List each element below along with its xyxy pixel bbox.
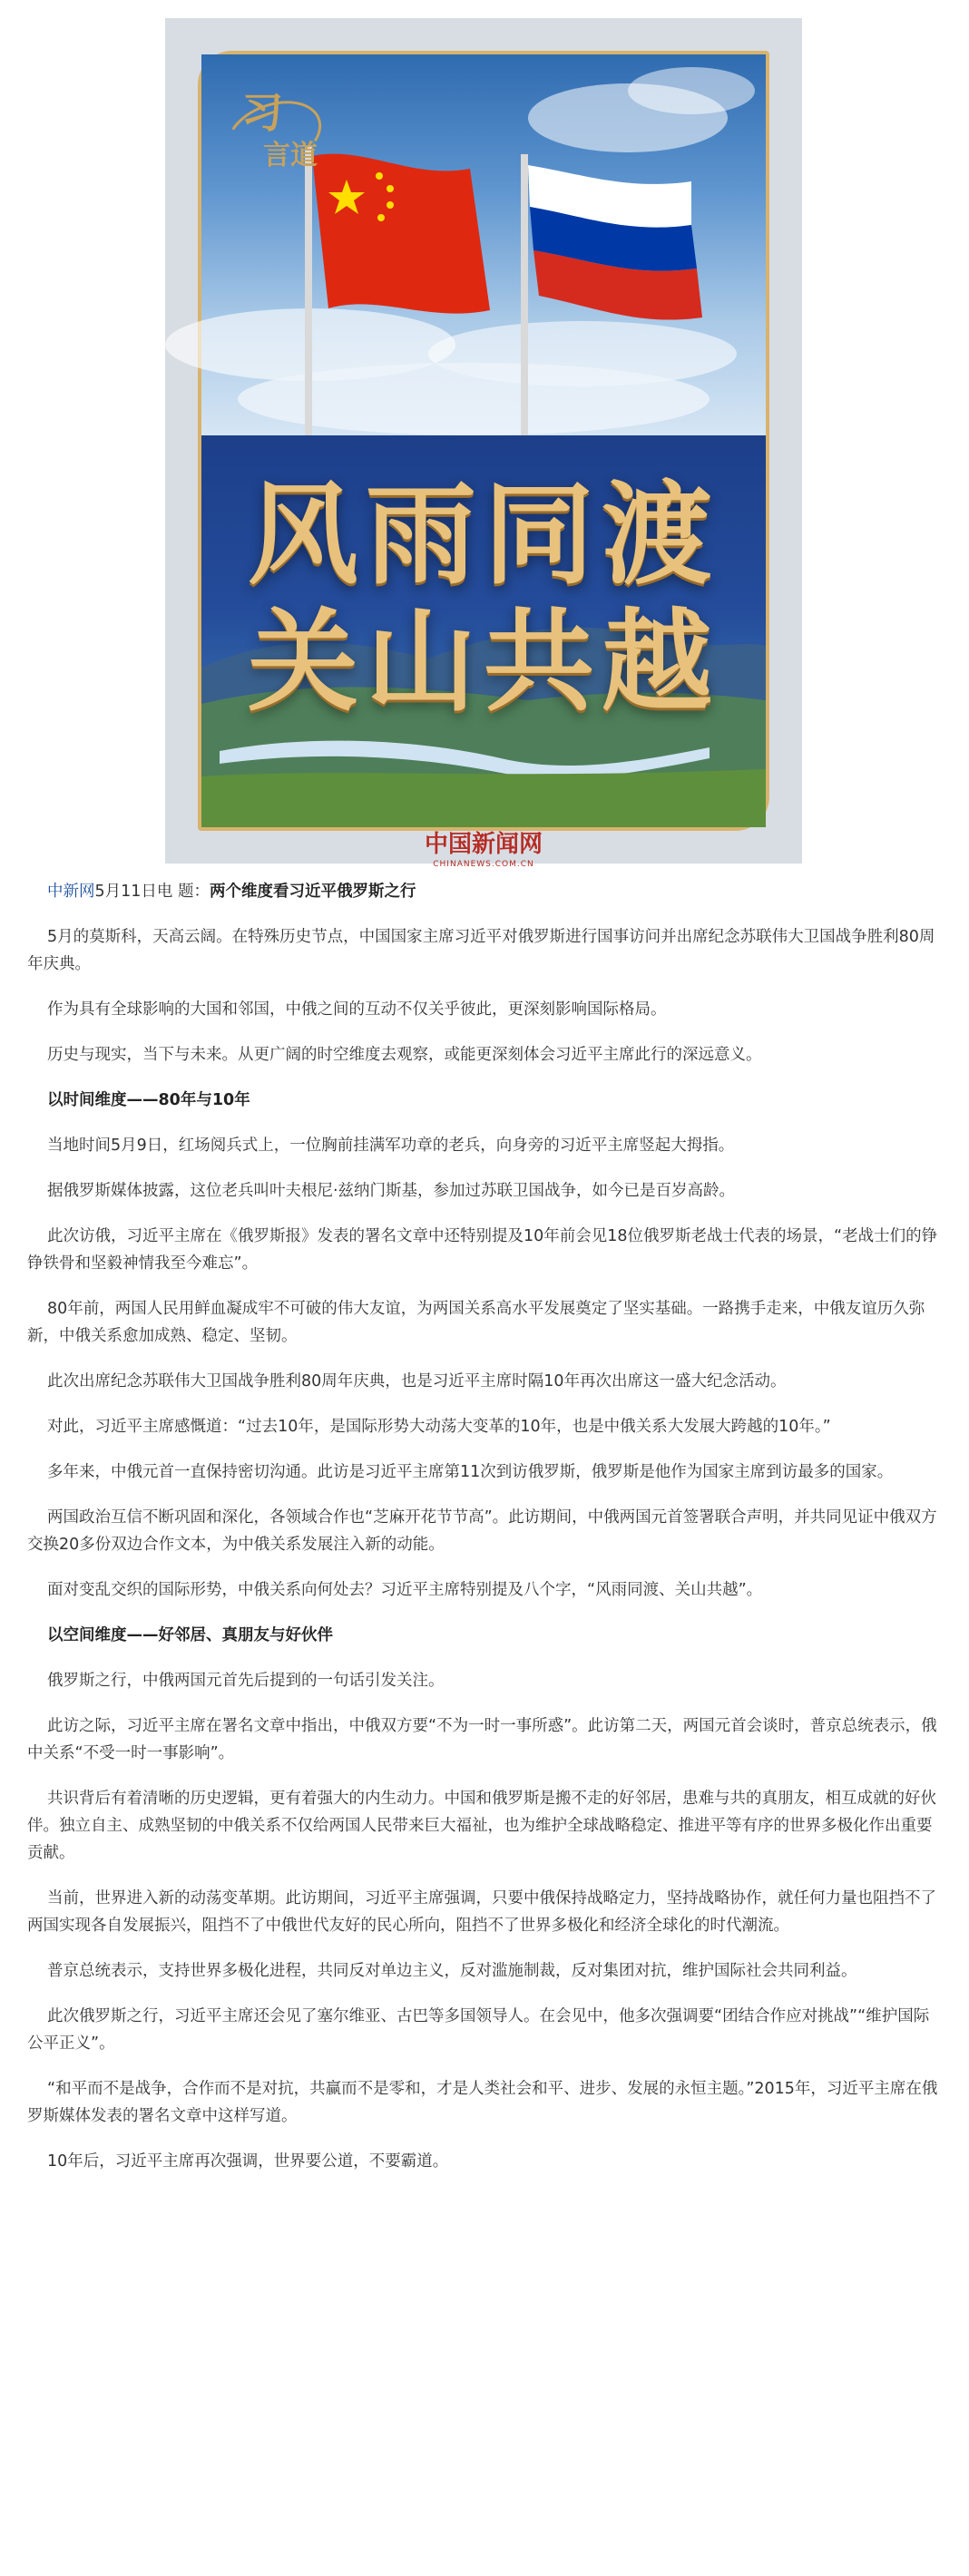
badge-top-text: 习 bbox=[241, 88, 283, 137]
article-paragraph: 当地时间5月9日，红场阅兵式上，一位胸前挂满军功章的老兵，向身旁的习近平主席竖起大拇指。 bbox=[47, 1137, 735, 1155]
dateline-title-prefix: 题： bbox=[177, 883, 210, 901]
article-paragraph: 当前，世界进入新的动荡变革期。此访期间，习近平主席强调，只要中俄保持战略定力，坚持战略协作，就任何力量也阻挡不了两国实现各自发展振兴，阻挡不了中俄世代友好的民心所向，阻挡不了世界多极化和经济全球化的时代潮流。 bbox=[27, 1889, 936, 1935]
badge-bottom-text: 言道 bbox=[263, 140, 318, 171]
chinanews-logo-url: CHINANEWS.COM.CN bbox=[433, 860, 534, 869]
article-title: 两个维度看习近平俄罗斯之行 bbox=[209, 883, 416, 901]
poster-headline-line-2: 关山共越 bbox=[248, 596, 719, 727]
poster-headline-line-1: 风雨同渡 bbox=[248, 469, 719, 600]
article-paragraph: 共识背后有着清晰的历史逻辑，更有着强大的内生动力。中国和俄罗斯是搬不走的好邻居，患难与共的真朋友，相互成就的好伙伴。独立自主、成熟坚韧的中俄关系不仅给两国人民带来巨大福祉，也为维护全球战略稳定、推进平等有序的世界多极化作出重要贡献。 bbox=[27, 1790, 936, 1862]
poster-frame bbox=[198, 51, 769, 869]
article-paragraph: 两国政治互信不断巩固和深化，各领域合作也“芝麻开花节节高”。此访期间，中俄两国元首签署联合声明，并共同见证中俄双方交换20多份双边合作文本，为中俄关系发展注入新的动能。 bbox=[27, 1508, 937, 1554]
section-heading: 以空间维度——好邻居、真朋友与好伙伴 bbox=[47, 1626, 333, 1644]
article-paragraph: 俄罗斯之行，中俄两国元首先后提到的一句话引发关注。 bbox=[47, 1672, 445, 1690]
article-paragraph: 普京总统表示，支持世界多极化进程，共同反对单边主义，反对滥施制裁，反对集团对抗，维护国际社会共同利益。 bbox=[47, 1962, 857, 1980]
article-paragraphs bbox=[27, 914, 942, 2184]
article-paragraph: 此访之际，习近平主席在署名文章中指出，中俄双方要“不为一时一事所惑”。此访第二天，两国元首会谈时，普京总统表示，俄中关系“不受一时一事影响”。 bbox=[27, 1717, 937, 1762]
article-paragraph: 10年后，习近平主席再次强调，世界要公道，不要霸道。 bbox=[47, 2152, 449, 2171]
article-dateline bbox=[27, 864, 942, 914]
article-paragraph: 作为具有全球影响的大国和邻国，中俄之间的互动不仅关乎彼此，更深刻影响国际格局。 bbox=[47, 1000, 667, 1019]
article-paragraph: 据俄罗斯媒体披露，这位老兵叫叶夫根尼·兹纳门斯基，参加过苏联卫国战争，如今已是百岁高龄。 bbox=[47, 1182, 736, 1200]
article-paragraph: 历史与现实，当下与未来。从更广阔的时空维度去观察，或能更深刻体会习近平主席此行的深远意义。 bbox=[47, 1046, 762, 1064]
article-paragraph: “和平而不是战争，合作而不是对抗，共赢而不是零和，才是人类社会和平、进步、发展的永恒主题。”2015年，习近平主席在俄罗斯媒体发表的署名文章中这样写道。 bbox=[27, 2080, 938, 2125]
article-paragraph: 此次访俄，习近平主席在《俄罗斯报》发表的署名文章中还特别提及10年前会见18位俄罗斯老战士代表的场景，“老战士们的铮铮铁骨和坚毅神情我至今难忘”。 bbox=[27, 1227, 938, 1273]
source-link[interactable]: 中新网 bbox=[47, 883, 95, 901]
chinanews-logo: 中国新闻网 bbox=[424, 831, 543, 858]
flagpole-right bbox=[521, 154, 528, 435]
flagpole-left bbox=[305, 145, 312, 435]
article-paragraph: 此次出席纪念苏联伟大卫国战争胜利80周年庆典，也是习近平主席时隔10年再次出席这一盛大纪念活动。 bbox=[47, 1372, 787, 1390]
article-paragraph: 对此，习近平主席感慨道：“过去10年，是国际形势大动荡大变革的10年，也是中俄关系大发展大跨越的10年。” bbox=[47, 1418, 831, 1436]
dateline-date: 5月11日电 bbox=[94, 883, 173, 901]
article-body bbox=[27, 864, 942, 2184]
article-paragraph: 多年来，中俄元首一直保持密切沟通。此访是习近平主席第11次到访俄罗斯，俄罗斯是他作为国家主席到访最多的国家。 bbox=[47, 1463, 894, 1481]
article-paragraph: 5月的莫斯科，天高云阔。在特殊历史节点，中国国家主席习近平对俄罗斯进行国事访问并出席纪念苏联伟大卫国战争胜利80周年庆典。 bbox=[27, 928, 935, 973]
russia-flag-icon bbox=[528, 165, 702, 320]
article-paragraph: 80年前，两国人民用鲜血凝成牢不可破的伟大友谊，为两国关系高水平发展奠定了坚实基础。一路携手走来，中俄友谊历久弥新，中俄关系愈加成熟、稳定、坚韧。 bbox=[27, 1300, 925, 1345]
article-poster-image bbox=[165, 18, 802, 869]
article-paragraph: 面对变乱交织的国际形势，中俄关系向何处去？习近平主席特别提及八个字，“风雨同渡、关山共越”。 bbox=[47, 1581, 763, 1599]
xi-yan-dao-badge bbox=[225, 76, 325, 183]
china-flag-icon bbox=[312, 154, 490, 314]
article-paragraph: 此次俄罗斯之行，习近平主席还会见了塞尔维亚、古巴等多国领导人。在会见中，他多次强调要“团结合作应对挑战”“维护国际公平正义”。 bbox=[27, 2007, 930, 2053]
section-heading: 以时间维度——80年与10年 bbox=[47, 1091, 250, 1109]
